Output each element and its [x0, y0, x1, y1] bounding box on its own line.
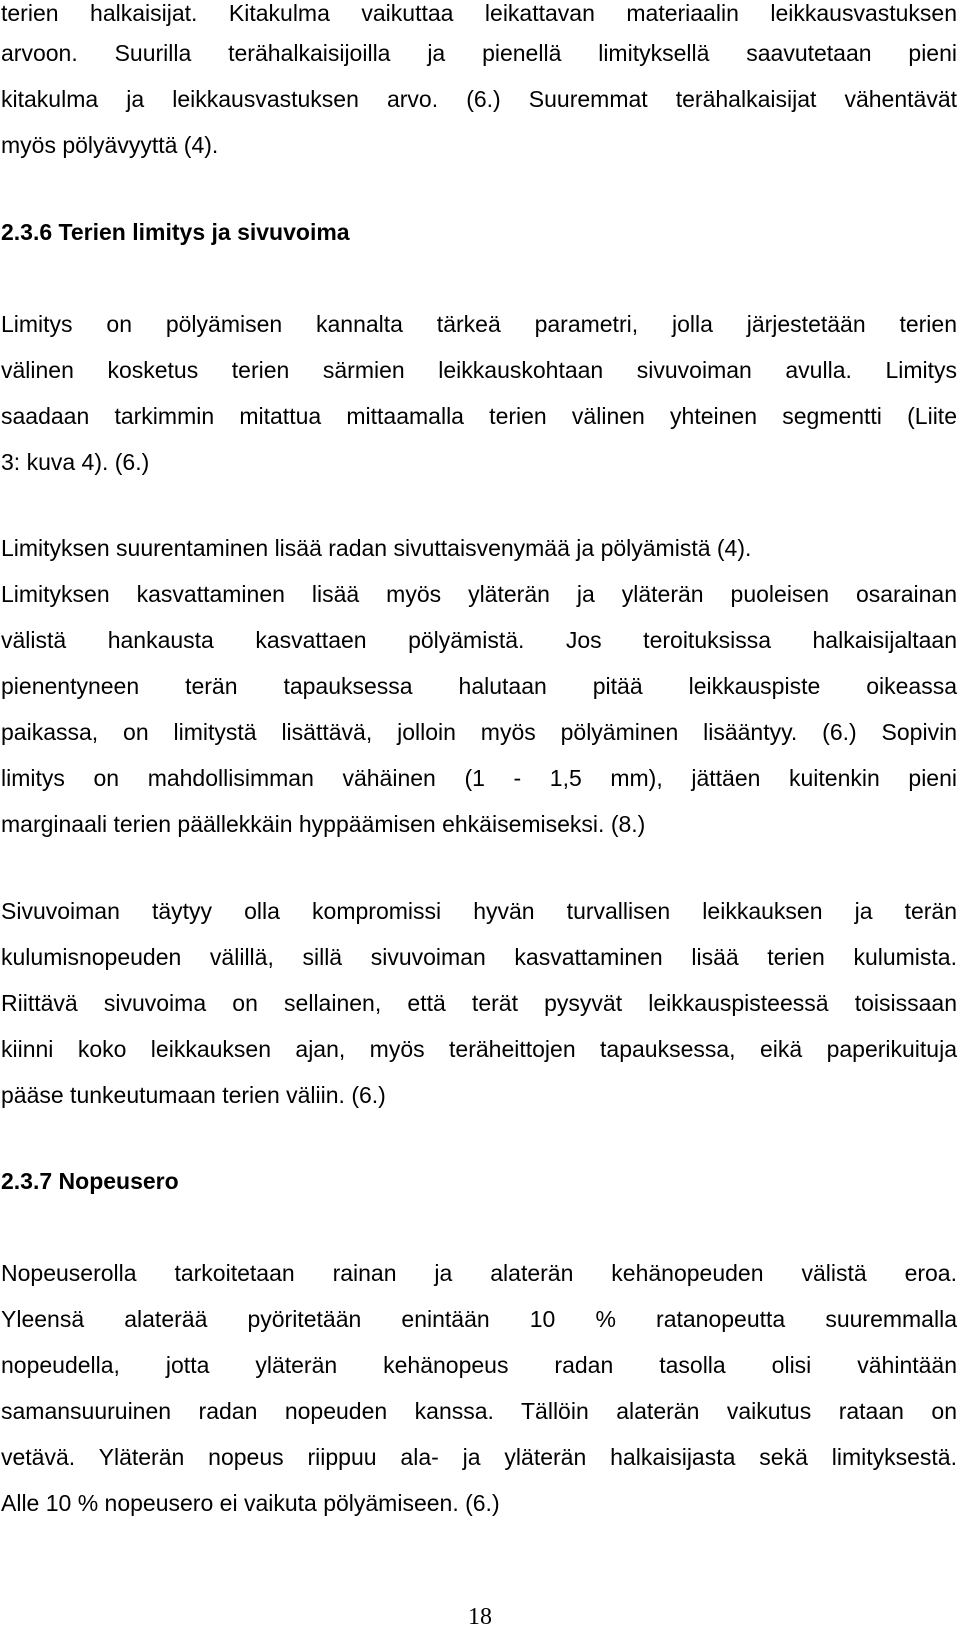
- text-line: Riittävä sivuvoima on sellainen, että terät pysyvät leikkauspisteessä toisissaan: [1, 990, 957, 1016]
- text-line: marginaali terien päällekkäin hyppäämisen ehkäisemiseksi. (8.): [1, 811, 646, 837]
- text-line: paikassa, on limitystä lisättävä, jolloin myös pölyäminen lisääntyy. (6.) Sopivin: [1, 719, 957, 745]
- section-heading: 2.3.6 Terien limitys ja sivuvoima: [1, 219, 350, 245]
- text-line: saadaan tarkimmin mitattua mittaamalla terien välinen yhteinen segmentti (Liite: [1, 403, 957, 429]
- text-line: Sivuvoiman täytyy olla kompromissi hyvän turvallisen leikkauksen ja terän: [1, 898, 957, 924]
- text-line: Alle 10 % nopeusero ei vaikuta pölyämiseen. (6.): [1, 1490, 500, 1516]
- text-line: vetävä. Yläterän nopeus riippuu ala- ja yläterän halkaisijasta sekä limityksestä.: [1, 1444, 957, 1470]
- text-line: Nopeuserolla tarkoitetaan rainan ja alaterän kehänopeuden välistä eroa.: [1, 1260, 957, 1286]
- text-line: pienentyneen terän tapauksessa halutaan pitää leikkauspiste oikeassa: [1, 673, 957, 699]
- text-line: limitys on mahdollisimman vähäinen (1 - 1,5 mm), jättäen kuitenkin pieni: [1, 765, 957, 791]
- text-line: kulumisnopeuden välillä, sillä sivuvoiman kasvattaminen lisää terien kulumista.: [1, 944, 957, 970]
- text-line: kiinni koko leikkauksen ajan, myös teräheittojen tapauksessa, eikä paperikuituja: [1, 1036, 957, 1062]
- section-heading: 2.3.7 Nopeusero: [1, 1168, 179, 1194]
- text-line: Limitys on pölyämisen kannalta tärkeä parametri, jolla järjestetään terien: [1, 311, 957, 337]
- text-line: pääse tunkeutumaan terien väliin. (6.): [1, 1082, 386, 1108]
- text-line: arvoon. Suurilla terähalkaisijoilla ja pienellä limityksellä saavutetaan pieni: [1, 40, 957, 66]
- text-line: nopeudella, jotta yläterän kehänopeus radan tasolla olisi vähintään: [1, 1352, 957, 1378]
- text-line: Limityksen suurentaminen lisää radan sivuttaisvenymää ja pölyämistä (4).: [1, 535, 752, 561]
- text-line: Yleensä alaterää pyöritetään enintään 10 % ratanopeutta suuremmalla: [1, 1306, 957, 1332]
- text-line: Limityksen kasvattaminen lisää myös yläterän ja yläterän puoleisen osarainan: [1, 581, 957, 607]
- text-line: 3: kuva 4). (6.): [1, 449, 150, 475]
- text-line: myös pölyävyyttä (4).: [1, 132, 219, 158]
- text-line: välinen kosketus terien särmien leikkauskohtaan sivuvoiman avulla. Limitys: [1, 357, 957, 383]
- text-line: terien halkaisijat. Kitakulma vaikuttaa leikattavan materiaalin leikkausvastuksen: [1, 0, 957, 26]
- text-line: välistä hankausta kasvattaen pölyämistä. Jos teroituksissa halkaisijaltaan: [1, 627, 957, 653]
- page-number: 18: [468, 1604, 492, 1630]
- text-line: kitakulma ja leikkausvastuksen arvo. (6.) Suuremmat terähalkaisijat vähentävät: [1, 86, 957, 112]
- text-line: samansuuruinen radan nopeuden kanssa. Tällöin alaterän vaikutus rataan on: [1, 1398, 957, 1424]
